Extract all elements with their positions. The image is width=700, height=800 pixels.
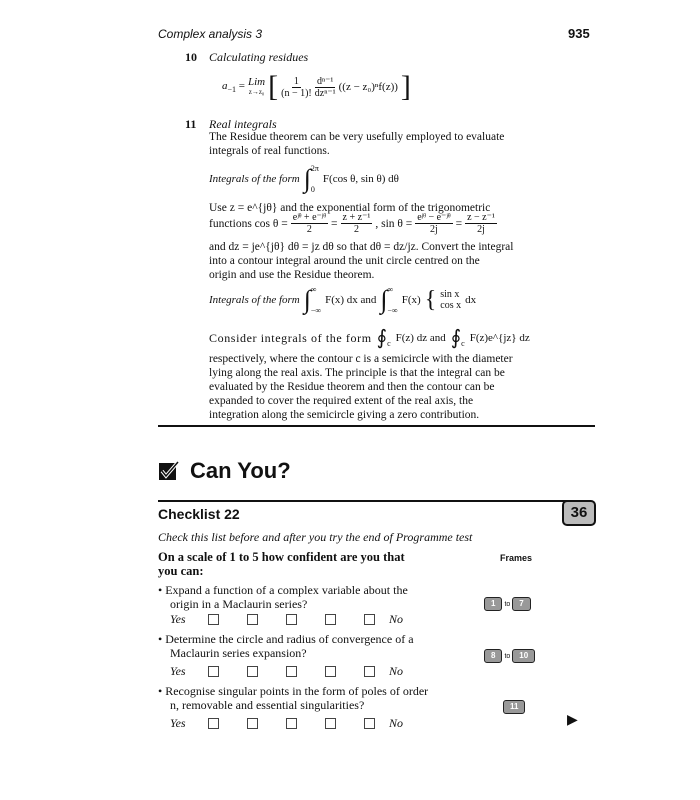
item-line: Maclaurin series expansion? bbox=[170, 646, 307, 660]
item-11-para-3 bbox=[209, 352, 554, 422]
consider-line: Consider integrals of the form ∮ $_c$ F(z) dz and ∮ $_c$ F(z)e^{jz} dz bbox=[209, 327, 530, 349]
can-you-title: Can You? bbox=[190, 458, 291, 483]
rating-row bbox=[170, 612, 403, 627]
rating-checkbox-2[interactable] bbox=[247, 614, 258, 625]
checklist-title: Checklist 22 bbox=[158, 506, 240, 522]
rating-row bbox=[170, 664, 403, 679]
scale-question-line: you can: bbox=[158, 564, 204, 578]
no-label: No bbox=[389, 664, 404, 678]
scale-question-line: On a scale of 1 to 5 how confident are you that bbox=[158, 550, 405, 564]
form-1-integrand: F(cos θ, sin θ) dθ bbox=[322, 173, 399, 185]
item-line: origin in a Maclaurin series? bbox=[170, 597, 308, 611]
consider-text: Consider integrals of the form bbox=[209, 330, 372, 345]
item-11-para-2 bbox=[209, 240, 549, 282]
sin-den: 2j bbox=[430, 224, 438, 235]
frame-to: 10 bbox=[512, 649, 535, 663]
frame-from: 1 bbox=[484, 597, 502, 611]
rating-row bbox=[170, 716, 403, 731]
cos-den2: 2 bbox=[353, 224, 359, 235]
frames-header: Frames bbox=[500, 553, 533, 563]
cos-den: 2 bbox=[306, 224, 312, 235]
contour-sub-2: c bbox=[461, 339, 465, 348]
scale-question bbox=[158, 550, 405, 578]
rating-checkbox-1[interactable] bbox=[208, 614, 219, 625]
frame-to-label: to bbox=[504, 652, 511, 660]
contour-integrand-2: F(z)e^{jz} dz bbox=[469, 332, 530, 344]
form-1-lower: 0 bbox=[310, 185, 315, 194]
item-11-title: Real integrals bbox=[209, 117, 277, 131]
form-2-cos: cos x bbox=[440, 300, 462, 311]
checklist-item: • Recognise singular points in the form of poles of order n, removable and essential singularities? bbox=[158, 684, 429, 712]
form-1-upper: 2π bbox=[310, 164, 319, 173]
rating-checkbox-4[interactable] bbox=[325, 666, 336, 677]
residue-formula: $a_{-1}$ = Lim z→z₀ [ $\frac{1}{(n - 1)!}$ $\frac{\text{dⁿ⁻¹}}{\text{dzⁿ⁻¹}}$ ((z − z₀)ⁿf(z)) ] bbox=[222, 70, 411, 103]
contour-sub-1: c bbox=[387, 339, 391, 348]
yes-label: Yes bbox=[170, 664, 186, 678]
form-2-integrand-2: F(x) bbox=[401, 294, 421, 306]
form-2-dx: dx bbox=[465, 294, 477, 306]
rating-checkbox-3[interactable] bbox=[286, 718, 297, 729]
item-11-number: 11 bbox=[185, 117, 197, 131]
integral-form-2: Integrals of the form ∫ ∞ −∞ F(x) dx and ∫ ∞ −∞ F(x) { sin x cos x dx bbox=[209, 285, 477, 315]
rating-checkbox-2[interactable] bbox=[247, 666, 258, 677]
frame-to: 7 bbox=[512, 597, 530, 611]
frame-number-badge: 36 bbox=[562, 500, 596, 526]
rating-checkbox-5[interactable] bbox=[364, 718, 375, 729]
frame-range bbox=[484, 597, 531, 611]
eq2: = bbox=[455, 217, 463, 230]
sin-den2: 2j bbox=[477, 224, 485, 235]
yes-label: Yes bbox=[170, 612, 186, 626]
frame-range bbox=[503, 700, 525, 714]
formula-lhs-sub: −1 bbox=[227, 85, 237, 95]
para-3-line: integration along the semicircle giving a zero contribution. bbox=[209, 409, 480, 421]
contour-integrand-1: F(z) dz and bbox=[395, 332, 446, 344]
para-3-line: evaluated by the Residue theorem and then the contour can be bbox=[209, 381, 495, 393]
cos-num: eʲᶿ + e⁻ʲᶿ bbox=[292, 212, 327, 223]
item-line: Recognise singular points in the form of poles of order bbox=[165, 684, 429, 698]
trig-functions-line bbox=[209, 212, 497, 235]
para-3-line: lying along the real axis. The principle is that the integral can be bbox=[209, 367, 505, 379]
sin-num: eʲᶿ − e⁻ʲᶿ bbox=[417, 212, 451, 223]
frac-num: 1 bbox=[293, 75, 299, 87]
form-2-lower: −∞ bbox=[310, 306, 322, 315]
deriv-num: dⁿ⁻¹ bbox=[316, 75, 334, 87]
form-2-upper: ∞ bbox=[310, 285, 317, 294]
form-2-sin: sin x bbox=[440, 289, 460, 300]
frame-to-label: to bbox=[504, 600, 511, 608]
frame-from: 8 bbox=[484, 649, 502, 663]
cos-lhs: functions cos θ = bbox=[209, 217, 288, 230]
check-box-icon bbox=[158, 460, 180, 482]
section-divider bbox=[158, 425, 595, 427]
form-2-label: Integrals of the form bbox=[209, 294, 300, 306]
item-line: Expand a function of a complex variable about the bbox=[165, 583, 408, 597]
checklist-rule bbox=[158, 500, 568, 502]
no-label: No bbox=[389, 716, 404, 730]
checklist-instruction: Check this list before and after you try the end of Programme test bbox=[158, 530, 473, 544]
frame-range bbox=[484, 649, 535, 663]
frac-den: (n − 1)! bbox=[281, 87, 312, 99]
lim: Lim bbox=[247, 76, 266, 88]
form-2-upper-b: ∞ bbox=[387, 285, 394, 294]
rating-checkbox-4[interactable] bbox=[325, 718, 336, 729]
sin-lhs: , sin θ = bbox=[375, 217, 413, 230]
item-line: n, removable and essential singularities? bbox=[170, 698, 365, 712]
para-2-line: into a contour integral around the unit circle centred on the bbox=[209, 255, 480, 267]
form-1-label: Integrals of the form bbox=[209, 173, 300, 185]
running-title: Complex analysis 3 bbox=[158, 27, 263, 41]
rating-checkbox-4[interactable] bbox=[325, 614, 336, 625]
form-2-integrand-1: F(x) dx and bbox=[325, 294, 377, 306]
checklist-item: • Expand a function of a complex variable about the origin in a Maclaurin series? bbox=[158, 583, 408, 611]
rating-checkbox-5[interactable] bbox=[364, 666, 375, 677]
use-line: Use z = e^{jθ} and the exponential form of the trigonometric bbox=[209, 202, 491, 214]
item-10-number: 10 bbox=[185, 50, 197, 64]
sin-num2: z − z⁻¹ bbox=[467, 212, 495, 223]
item-10-title: Calculating residues bbox=[209, 50, 309, 64]
item-11-intro bbox=[209, 130, 549, 158]
eq1: = bbox=[331, 217, 338, 230]
formula-tail: ((z − z₀)ⁿf(z)) bbox=[338, 81, 398, 93]
rating-checkbox-5[interactable] bbox=[364, 614, 375, 625]
frame-from: 11 bbox=[503, 700, 525, 714]
next-arrow-icon[interactable]: ▶ bbox=[567, 713, 578, 728]
intro-line: integrals of real functions. bbox=[209, 145, 330, 157]
rating-checkbox-3[interactable] bbox=[286, 614, 297, 625]
rating-checkbox-1[interactable] bbox=[208, 718, 219, 729]
integral-form-1: Integrals of the form ∫ 2π 0 F(cos θ, sin θ) dθ bbox=[209, 164, 399, 194]
deriv-den: dzⁿ⁻¹ bbox=[314, 87, 336, 99]
yes-label: Yes bbox=[170, 716, 186, 730]
item-line: Determine the circle and radius of convergence of a bbox=[165, 632, 414, 646]
rating-checkbox-2[interactable] bbox=[247, 718, 258, 729]
para-2-line: and dz = je^{jθ} dθ = jz dθ so that dθ = dz/jz. Convert the integral bbox=[209, 241, 514, 253]
lim-sub: z→z₀ bbox=[248, 88, 265, 96]
para-2-line: origin and use the Residue theorem. bbox=[209, 269, 375, 281]
rating-checkbox-1[interactable] bbox=[208, 666, 219, 677]
para-3-line: respectively, where the contour c is a semicircle with the diameter bbox=[209, 353, 513, 365]
checklist-item: • Determine the circle and radius of convergence of a Maclaurin series expansion? bbox=[158, 632, 414, 660]
form-2-lower-b: −∞ bbox=[387, 306, 398, 315]
rating-checkbox-3[interactable] bbox=[286, 666, 297, 677]
formula-lhs: a bbox=[222, 79, 228, 92]
intro-line: The Residue theorem can be very usefully employed to evaluate bbox=[209, 131, 505, 143]
para-3-line: expanded to cover the required extent of the real axis, the bbox=[209, 395, 474, 407]
cos-num2: z + z⁻¹ bbox=[342, 212, 371, 223]
page-number: 935 bbox=[568, 26, 590, 41]
no-label: No bbox=[389, 612, 404, 626]
